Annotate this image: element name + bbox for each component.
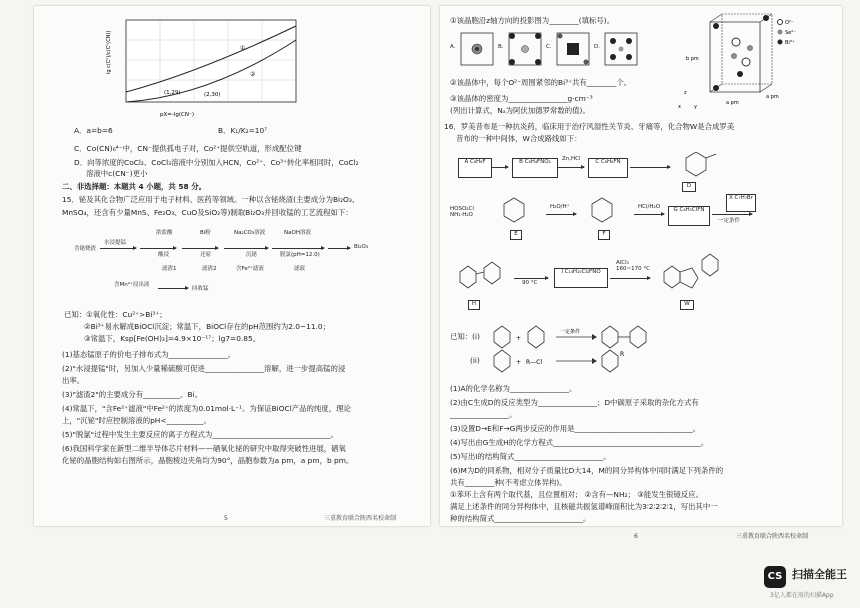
- box-h: H: [468, 300, 480, 310]
- flow-filtrate-fe: 含Fe²⁺滤液: [236, 266, 264, 272]
- q15-6-3: ③该晶体的密度为________________g·cm⁻³: [450, 94, 593, 103]
- box-w: W: [680, 300, 694, 310]
- q16-5: (5)写出I的结构简式________________________。: [450, 452, 611, 461]
- q15-6-cont: 化铋的晶胞结构如右图所示，晶胞棱边夹角均为90°，晶胞参数为a pm，a pm，b pm。: [62, 456, 354, 465]
- q16-6-conditions: ①苯环上含有两个取代基，且位置相对； ②含有—NH₂； ③能发生银镜反应。: [450, 490, 703, 499]
- box-i: I C₁₄H₁₀Cl₂FNO: [554, 268, 608, 288]
- q15-3: (3)"滤渣2"的主要成分有__________、Bi。: [62, 390, 202, 399]
- cond-gx: 一定条件: [718, 218, 741, 224]
- compound-w-structure: [658, 252, 728, 296]
- curve-label-ii: ②: [250, 71, 256, 78]
- box-b: B C₆H₄FNO₂: [512, 158, 558, 178]
- flow-reagent2: 浓盐酸: [156, 230, 173, 236]
- q15-6-3-cont: (列出计算式，Nₐ为阿伏加德罗常数的值)。: [450, 106, 590, 115]
- flow-step2: 酸浸: [158, 252, 170, 258]
- q16-2: (2)由C生成D的反应类型为________________；D中碳原子采取的杂化方式有: [450, 398, 699, 407]
- flow-reagent3: Bi粉: [200, 230, 211, 236]
- compound-d-structure: [676, 152, 722, 182]
- cond-1: 90 °C: [522, 280, 538, 286]
- option-c: C．Co(CN)₆⁴⁻中，CN⁻提供孤电子对，Co²⁺提供空轨道，形成配位键: [74, 144, 302, 153]
- legend-o: O²⁻: [785, 20, 794, 26]
- flow-reagent5: NaOH溶液: [284, 230, 311, 236]
- flow-residue2: 滤渣2: [202, 266, 217, 272]
- q16-intro: 16．罗美昔布是一种抗炎药，临床用于治疗风湿性关节炎、牙痛等，化合物W是合成罗美: [444, 122, 735, 131]
- flow-end: Bi₂O₃: [354, 244, 369, 250]
- q15-1: (1)基态锰原子的价电子排布式为________________。: [62, 350, 236, 359]
- q15-4-cont: 上，"沉铋"时应控制溶液的pH<__________。: [62, 416, 211, 425]
- choice-c-label: C.: [546, 44, 552, 50]
- footer-org: 三重教育联合陕西名校命制: [324, 515, 397, 522]
- known-ii-label: (ii): [470, 356, 480, 365]
- curve-label-i: ①: [240, 45, 246, 52]
- reagent-e: HOSO₂Cl NH₃·H₂O: [450, 206, 474, 218]
- cond-2: AlCl₃ 160~170 °C: [616, 260, 650, 272]
- unit-cell-diagram: [676, 12, 796, 112]
- flow-start: 含铋烧渣: [74, 246, 97, 252]
- box-e: E: [510, 230, 522, 240]
- q16-6-answer: 种的结构简式________________________。: [450, 514, 591, 523]
- q16-2-cont: ________________。: [450, 410, 517, 419]
- note-2: ②Bi³⁺易水解成BiOCl沉淀；常温下，BiOCl存在的pH范围约为2.0~11.0；: [84, 322, 330, 331]
- flow-reagent4: Na₂CO₃溶液: [234, 230, 266, 236]
- choice-a-label: A.: [450, 44, 456, 50]
- q16-3: (3)设置D→E和F→G两步反应的作用是________________________________。: [450, 424, 701, 433]
- reagent-ef: H₂O/H⁺: [550, 204, 570, 210]
- svg-text:R—Cl: R—Cl: [526, 359, 543, 366]
- known-cond-1: 一定条件: [560, 329, 581, 335]
- axis-z: z: [684, 90, 687, 96]
- process-flow: [74, 224, 414, 302]
- equilibrium-graph: [100, 16, 300, 120]
- q16-intro-cont: 昔布的一种中间体，W合成路线如下：: [456, 134, 582, 143]
- q16-1: (1)A的化学名称为________________。: [450, 384, 577, 393]
- camscanner-title: 扫描全能王: [792, 568, 847, 581]
- q15-6: (6)我国科学家在新型二维半导体芯片材料——硒氧化铋的研究中取得突破性进展，硒氧: [62, 444, 346, 453]
- graph-point-1: (1,29): [164, 90, 181, 96]
- flow-step3: 还原: [200, 252, 212, 258]
- compound-f-structure: [582, 196, 628, 230]
- section-heading: 二、非选择题：本题共 4 小题，共 58 分。: [62, 182, 206, 191]
- flow-step5: 脱氯(pH=12.0): [280, 252, 320, 258]
- option-b: B．K₁/K₂=10⁷: [218, 126, 268, 135]
- footer-page-number: 5: [224, 515, 228, 522]
- svg-text:+: +: [516, 335, 522, 342]
- left-page: [34, 6, 430, 526]
- known-label: 已知：(i): [450, 332, 480, 341]
- choice-c-diagram: [556, 32, 590, 66]
- legend-se: Se²⁻: [785, 30, 796, 36]
- flow-step4: 沉铋: [246, 252, 258, 258]
- flow-step1: 水浸提锰: [104, 240, 127, 246]
- q15-6-1: ①该晶胞沿z轴方向的投影图为________(填标号)。: [450, 16, 615, 25]
- reagent-fg: HCl/H₂O: [638, 204, 661, 210]
- graph-x-axis: pX=-lg(CN⁻): [160, 112, 195, 118]
- q16-6-nmr: 满足上述条件的同分异构体中，且核磁共振氢谱峰面积比为3∶2∶2∶2∶1，写出其中一: [450, 502, 718, 511]
- cell-a: a pm: [726, 100, 739, 106]
- q16-6: (6)M为D的同系物，相对分子质量比D大14，M的同分异构体中同时满足下列条件的: [450, 466, 724, 475]
- camscanner-subtitle: 3亿人都在用的扫描App: [770, 592, 834, 599]
- projection-choices: [450, 30, 690, 70]
- box-f: F: [598, 230, 610, 240]
- compound-e-structure: [494, 196, 540, 230]
- known-reaction-2: [484, 346, 684, 376]
- q15-intro-cont: MnSO₄，还含有少量MnS、Fe₂O₃、CuO及SiO₂等)制取Bi₂O₃并回收锰的工艺流程如下：: [62, 208, 353, 217]
- option-d-cont: 溶液中c(CN⁻)更小: [86, 169, 148, 178]
- note-3: ③常温下，Ksp[Fe(OH)₂]=4.9×10⁻¹⁷；lg7=0.85。: [84, 334, 261, 343]
- q16-4: (4)写出由G生成H的化学方程式________________________________________。: [450, 438, 709, 447]
- graph-y-axis: lg c(Cᵒ)/c(Cᵒ(CN)): [106, 30, 112, 74]
- compound-h-structure: [454, 258, 510, 298]
- cell-b: b pm: [686, 56, 699, 62]
- cell-a-2: a pm: [766, 94, 779, 100]
- box-x: X C₇H₇Br: [726, 194, 756, 212]
- option-a: A．a=b=6: [74, 126, 113, 135]
- flow-mn-recover: 回收锰: [192, 286, 209, 292]
- choice-d-label: D.: [594, 44, 600, 50]
- note-1: 已知：①氧化性：Cu²⁺>Bi³⁺；: [64, 310, 167, 319]
- q15-2-cont: 出率。: [62, 376, 85, 385]
- q15-2: (2)"水浸提锰"时，另加入少量稀硫酸可促进________________溶解，进一步提高锰的浸: [62, 364, 346, 373]
- camscanner-logo: CS: [764, 566, 786, 588]
- right-page: [440, 6, 842, 540]
- q15-5: (5)"脱氯"过程中发生主要反应的离子方程式为________________________________。: [62, 430, 338, 439]
- q15-4: (4)常温下，"含Fe²⁺滤液"中Fe²⁺的浓度为0.01mol·L⁻¹。为保证BiOCl产品的纯度，理论: [62, 404, 351, 413]
- choice-d-diagram: [604, 32, 638, 66]
- flow-residue1: 滤渣1: [162, 266, 177, 272]
- flow-filtrate: 滤液: [294, 266, 306, 272]
- q15-intro: 15．铋及其化合物广泛应用于电子材料、医药等领域。一种以含铋烧渣(主要成分为Bi₂O₃、: [62, 195, 360, 204]
- choice-a-diagram: [460, 32, 494, 66]
- footer-page-number-right: 6: [634, 533, 638, 540]
- choice-b-diagram: [508, 32, 542, 66]
- graph-point-2: (2,30): [204, 92, 221, 98]
- axis-x: x: [678, 104, 681, 110]
- box-a: A C₆H₆F: [458, 158, 492, 178]
- choice-b-label: B.: [498, 44, 504, 50]
- reagent-bc: Zn,HCl: [562, 156, 581, 162]
- flow-mn-leach: 含Mn²⁺浸出液: [114, 282, 150, 288]
- box-g: G C₆H₅ClFN: [668, 206, 710, 226]
- svg-text:+: +: [516, 359, 522, 366]
- box-d: D: [682, 182, 696, 192]
- axis-y: y: [694, 104, 697, 110]
- q15-6-2: ②该晶体中，每个O²⁻周围紧邻的Bi³⁺共有________个。: [450, 78, 632, 87]
- option-d: D．向等浓度的CoCl₂、CoCl₃溶液中分别加入HCN，Co²⁺、Co³⁺转化率相同时，CoCl₂: [74, 158, 359, 167]
- footer-org-right: 三重教育联合陕西名校命制: [736, 533, 809, 540]
- synthesis-route: [450, 148, 830, 318]
- svg-text:R: R: [620, 351, 625, 358]
- q16-6-cont: 共有________种(不考虑立体异构)。: [450, 478, 567, 487]
- box-c: C C₆H₆FN: [588, 158, 628, 178]
- legend-bi: Bi³⁺: [785, 40, 795, 46]
